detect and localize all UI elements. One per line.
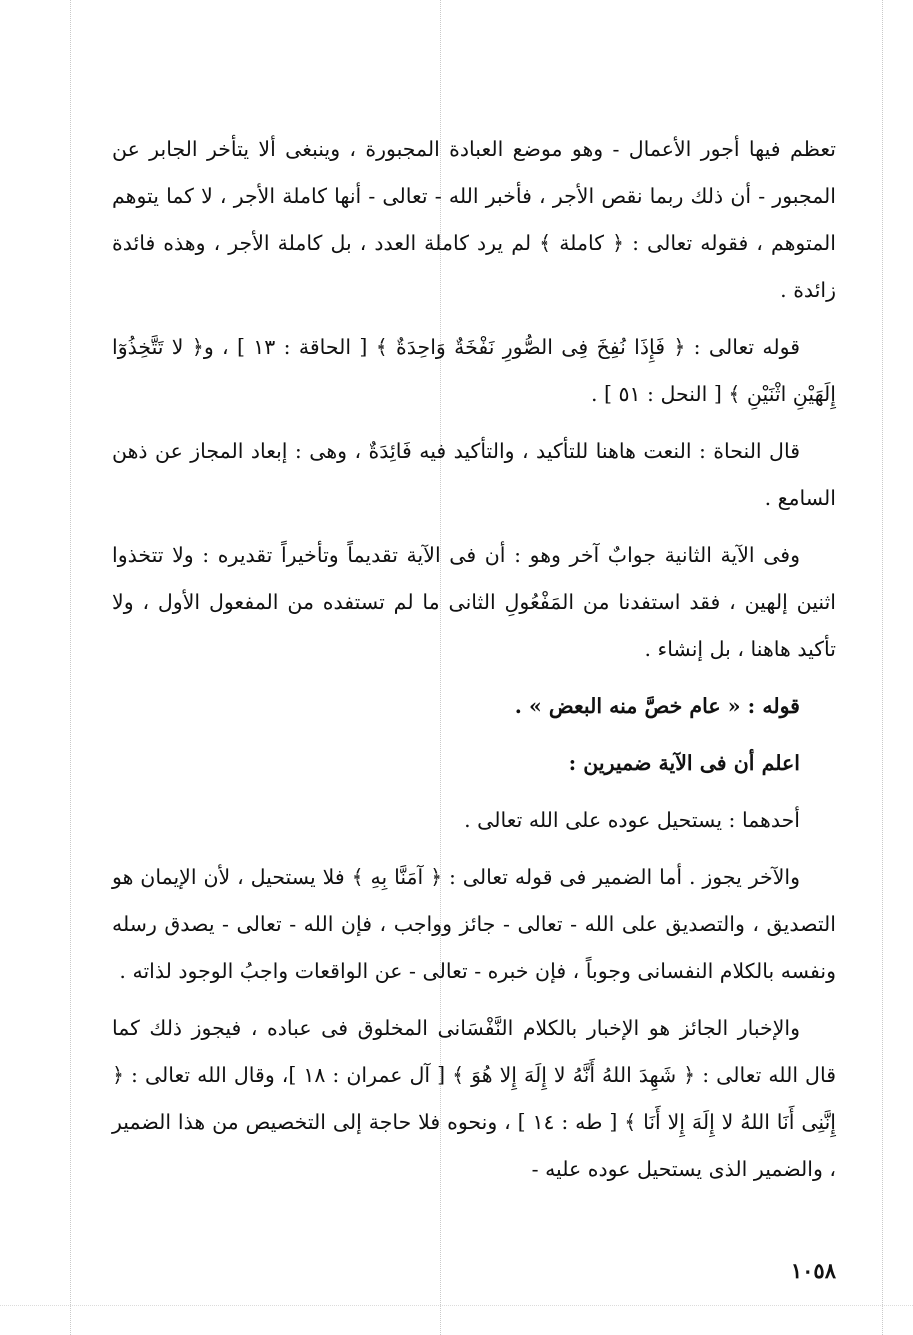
scan-guide-line bbox=[70, 0, 71, 1335]
paragraph-two-pronouns: اعلم أن فى الآية ضميرين : bbox=[568, 751, 800, 775]
scan-guide-line bbox=[0, 1305, 913, 1306]
scan-guide-line bbox=[882, 0, 883, 1335]
body-text bbox=[112, 126, 836, 1203]
paragraph-continuation: تعظم فيها أجور الأعمال - وهو موضع العبادة المجبورة ، وينبغى ألا يتأخر الجابر عن المجبور - أن ذلك ربما نقص الأجر ، فأخبر الله - تعالى - أنها كاملة الأجر ، لا كما يتوهم المتوهم ، فقوله تعالى : ﴿ كاملة ﴾ لم يرد كاملة العدد ، بل كاملة الأجر ، وهذه فائدة زائدة . bbox=[112, 137, 836, 302]
paragraph-second-answer: وفى الآية الثانية جوابٌ آخر وهو : أن فى الآية تقديماً وتأخيراً تقديره : ولا تتخذوا اثنين إلهين ، فقد استفدنا من المَفْعُولِ الثانى ما لم تستفده من المفعول الأول ، ولا تأكيد هاهنا ، بل إنشاء . bbox=[112, 543, 836, 661]
paragraph-grammarians: قال النحاة : النعت هاهنا للتأكيد ، والتأكيد فيه فَائِدَةٌ ، وهى : إبعاد المجاز عن ذهن السامع . bbox=[112, 439, 836, 510]
paragraph-permissible-report: والإخبار الجائز هو الإخبار بالكلام النَّفْسَانى المخلوق فى عباده ، فيجوز ذلك كما قال الله تعالى : ﴿ شَهِدَ اللهُ أَنَّهُ لا إِلَهَ إِلا هُوَ ﴾ [ آل عمران : ١٨ ]، وقال الله تعالى : ﴿ إِنَّنِى أَنَا اللهُ لا إِلَهَ إِلا أَنَا ﴾ [ طه : ١٤ ] ، ونحوه فلا حاجة إلى التخصيص من هذا الضمير ، والضمير الذى يستحيل عوده عليه - bbox=[112, 1016, 836, 1181]
paragraph-second-pronoun: والآخر يجوز . أما الضمير فى قوله تعالى : ﴿ آمَنَّا بِهِ ﴾ فلا يستحيل ، لأن الإيمان هو التصديق ، والتصديق على الله - تعالى - جائز وواجب ، فإن الله - تعالى - يصدق رسله ونفسه بالكلام النفسانى وجوباً ، فإن خبره - تعالى - عن الواقعات واجبُ الوجود لذاته . bbox=[112, 865, 836, 983]
paragraph-verse-quote: قوله تعالى : ﴿ فَإِذَا نُفِخَ فِى الصُّورِ نَفْخَةٌ وَاحِدَةٌ ﴾ [ الحاقة : ١٣ ] ، و﴿ لا تَتَّخِذُوٓا إِلَهَيْنِ اثْنَيْنِ ﴾ [ النحل : ٥١ ] . bbox=[112, 335, 836, 406]
page-number: ١٠٥٨ bbox=[790, 1258, 836, 1283]
heading-quote: قوله : « عام خصَّ منه البعض » . bbox=[514, 694, 800, 718]
paragraph-first-pronoun: أحدهما : يستحيل عوده على الله تعالى . bbox=[464, 808, 800, 832]
